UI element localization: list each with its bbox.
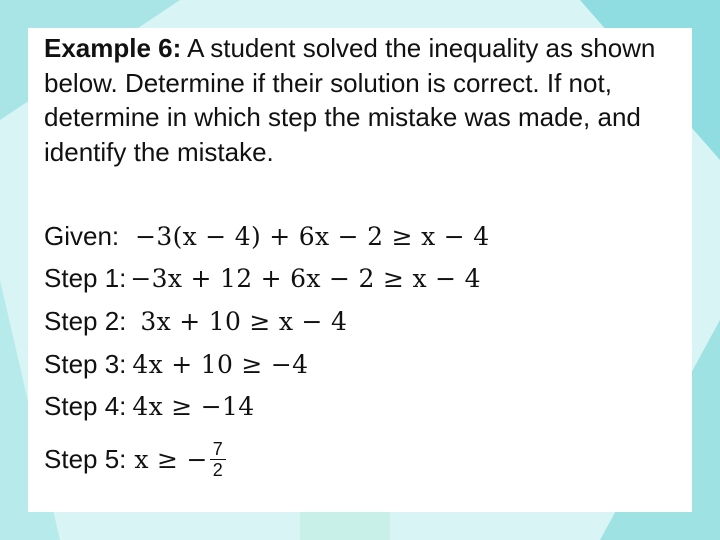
- step-3: [44, 344, 308, 384]
- step-label: Step 4:: [44, 390, 127, 421]
- step-label: Step 1:: [44, 262, 127, 293]
- step-given: [44, 216, 489, 256]
- step-1: [44, 258, 481, 298]
- step-2: [44, 301, 347, 341]
- step-label: Step 3:: [44, 348, 127, 379]
- step-expression-prefix: x ≥ −: [134, 444, 208, 474]
- example-text: A student solved the inequality as shown below. Determine if their solution is correct. If not, determine in which step the mistake was made, and identify the mistake.: [44, 33, 656, 167]
- step-4: [44, 386, 254, 426]
- step-expression: 4x + 10 ≥ −4: [132, 349, 309, 379]
- step-expression: [126, 439, 225, 480]
- step-label: Given:: [44, 220, 120, 251]
- fraction-numerator: 7: [210, 439, 226, 460]
- example-prompt: [44, 31, 684, 169]
- step-expression: 3x + 10 ≥ x − 4: [140, 306, 348, 336]
- step-expression: −3(x − 4) + 6x − 2 ≥ x − 4: [135, 221, 490, 251]
- fraction: [210, 439, 226, 480]
- step-5: [44, 432, 226, 486]
- step-expression: −3x + 12 + 6x − 2 ≥ x − 4: [130, 263, 481, 293]
- fraction-denominator: 2: [212, 459, 223, 480]
- background-shape: [300, 512, 390, 540]
- step-label: Step 5:: [44, 443, 127, 474]
- slide-content: [28, 28, 692, 512]
- step-expression: 4x ≥ −14: [132, 391, 255, 421]
- example-label: Example 6:: [44, 33, 182, 63]
- step-label: Step 2:: [44, 305, 127, 336]
